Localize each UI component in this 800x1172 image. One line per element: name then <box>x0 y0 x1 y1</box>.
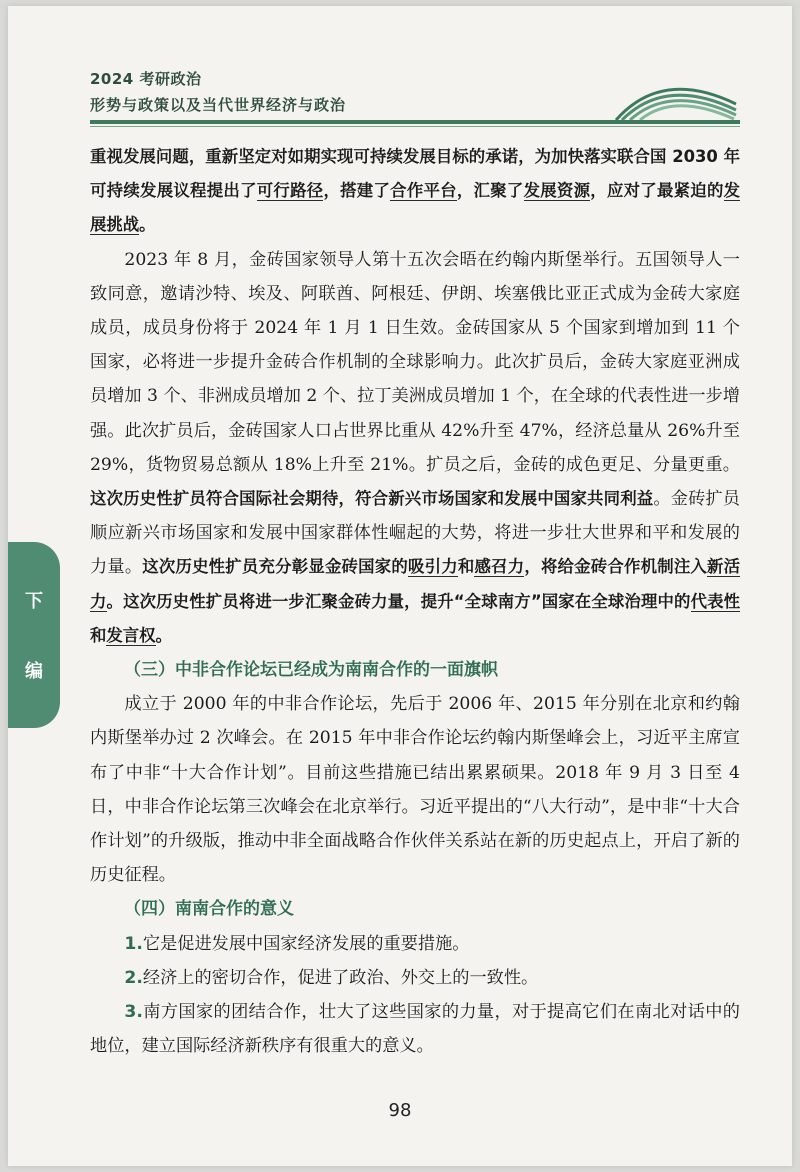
list-item: 3.南方国家的团结合作，壮大了这些国家的力量，对于提高它们在南北对话中的地位，建立国际经济新秩序有很重大的意义。 <box>90 1002 740 1057</box>
side-tab-char-2: 编 <box>25 661 43 682</box>
section-heading-4: （四）南南合作的意义 <box>124 899 294 920</box>
page-number: 98 <box>388 1100 412 1121</box>
header-rule-thin <box>90 126 740 127</box>
section-side-tab <box>8 542 60 728</box>
book-page <box>8 6 792 1166</box>
header-rule <box>90 120 740 124</box>
section-heading-3: （三）中非合作论坛已经成为南南合作的一面旗帜 <box>124 660 498 681</box>
list-item: 2.经济上的密切合作，促进了政治、外交上的一致性。 <box>124 967 539 988</box>
paragraph-1: 重视发展问题，重新坚定对如期实现可持续发展目标的承诺，为加快落实联合国 2030 年可持续发展议程提出了可行路径，搭建了合作平台，汇聚了发展资源，应对了最紧迫的发展挑战。 <box>90 147 741 235</box>
body-text <box>90 140 740 1063</box>
paragraph-3: 成立于 2000 年的中非合作论坛，先后于 2006 年、2015 年分别在北京和约翰内斯堡举办过 2 次峰会。在 2015 年中非合作论坛约翰内斯堡峰会上，习近平主席宣布了中非“十大合作计划”。目前这些措施已结出累累硕果。2018 年 9 月 3 日至 4 日，中非合作论坛第三次峰会在北京举行。习近平提出的“八大行动”，是中非“十大合作计划”的升级版，推动中非全面战略合作伙伴关系站在新的历史起点上，开启了新的历史征程。 <box>90 694 740 886</box>
header-arc-decoration <box>612 74 740 122</box>
paragraph-2: 2023 年 8 月，金砖国家领导人第十五次会晤在约翰内斯堡举行。五国领导人一致同意，邀请沙特、埃及、阿联酋、阿根廷、伊朗、埃塞俄比亚正式成为金砖大家庭成员，成员身份将于 2024 年 1 月 1 日生效。金砖国家从 5 个国家到增加到 11 个国家，必将进一步提升金砖合作机制的全球影响力。此次扩员后，金砖大家庭亚洲成员增加 3 个、非洲成员增加 2 个、拉丁美洲成员增加 1 个，在全球的代表性进一步增强。此次扩员后，金砖国家人口占世界比重从 42%升至 47%，经济总量从 26%升至 29%，货物贸易总额从 18%上升至 21%。扩员之后，金砖的成色更足、分量更重。这次历史性扩员符合国际社会期待，符合新兴市场国家和发展中国家共同利益。金砖扩员顺应新兴市场国家和发展中国家群体性崛起的大势，将进一步壮大世界和平和发展的力量。这次历史性扩员充分彰显金砖国家的吸引力和感召力，将给金砖合作机制注入新活力。这次历史性扩员将进一步汇聚金砖力量，提升“全球南方”国家在全球治理中的代表性和发言权。 <box>90 249 741 645</box>
side-tab-char-1: 下 <box>25 591 43 612</box>
list-item: 1.它是促进发展中国家经济发展的重要措施。 <box>124 933 470 954</box>
header-subtitle: 形势与政策以及当代世界经济与政治 <box>90 96 347 114</box>
header-title: 2024 考研政治 <box>90 70 202 88</box>
